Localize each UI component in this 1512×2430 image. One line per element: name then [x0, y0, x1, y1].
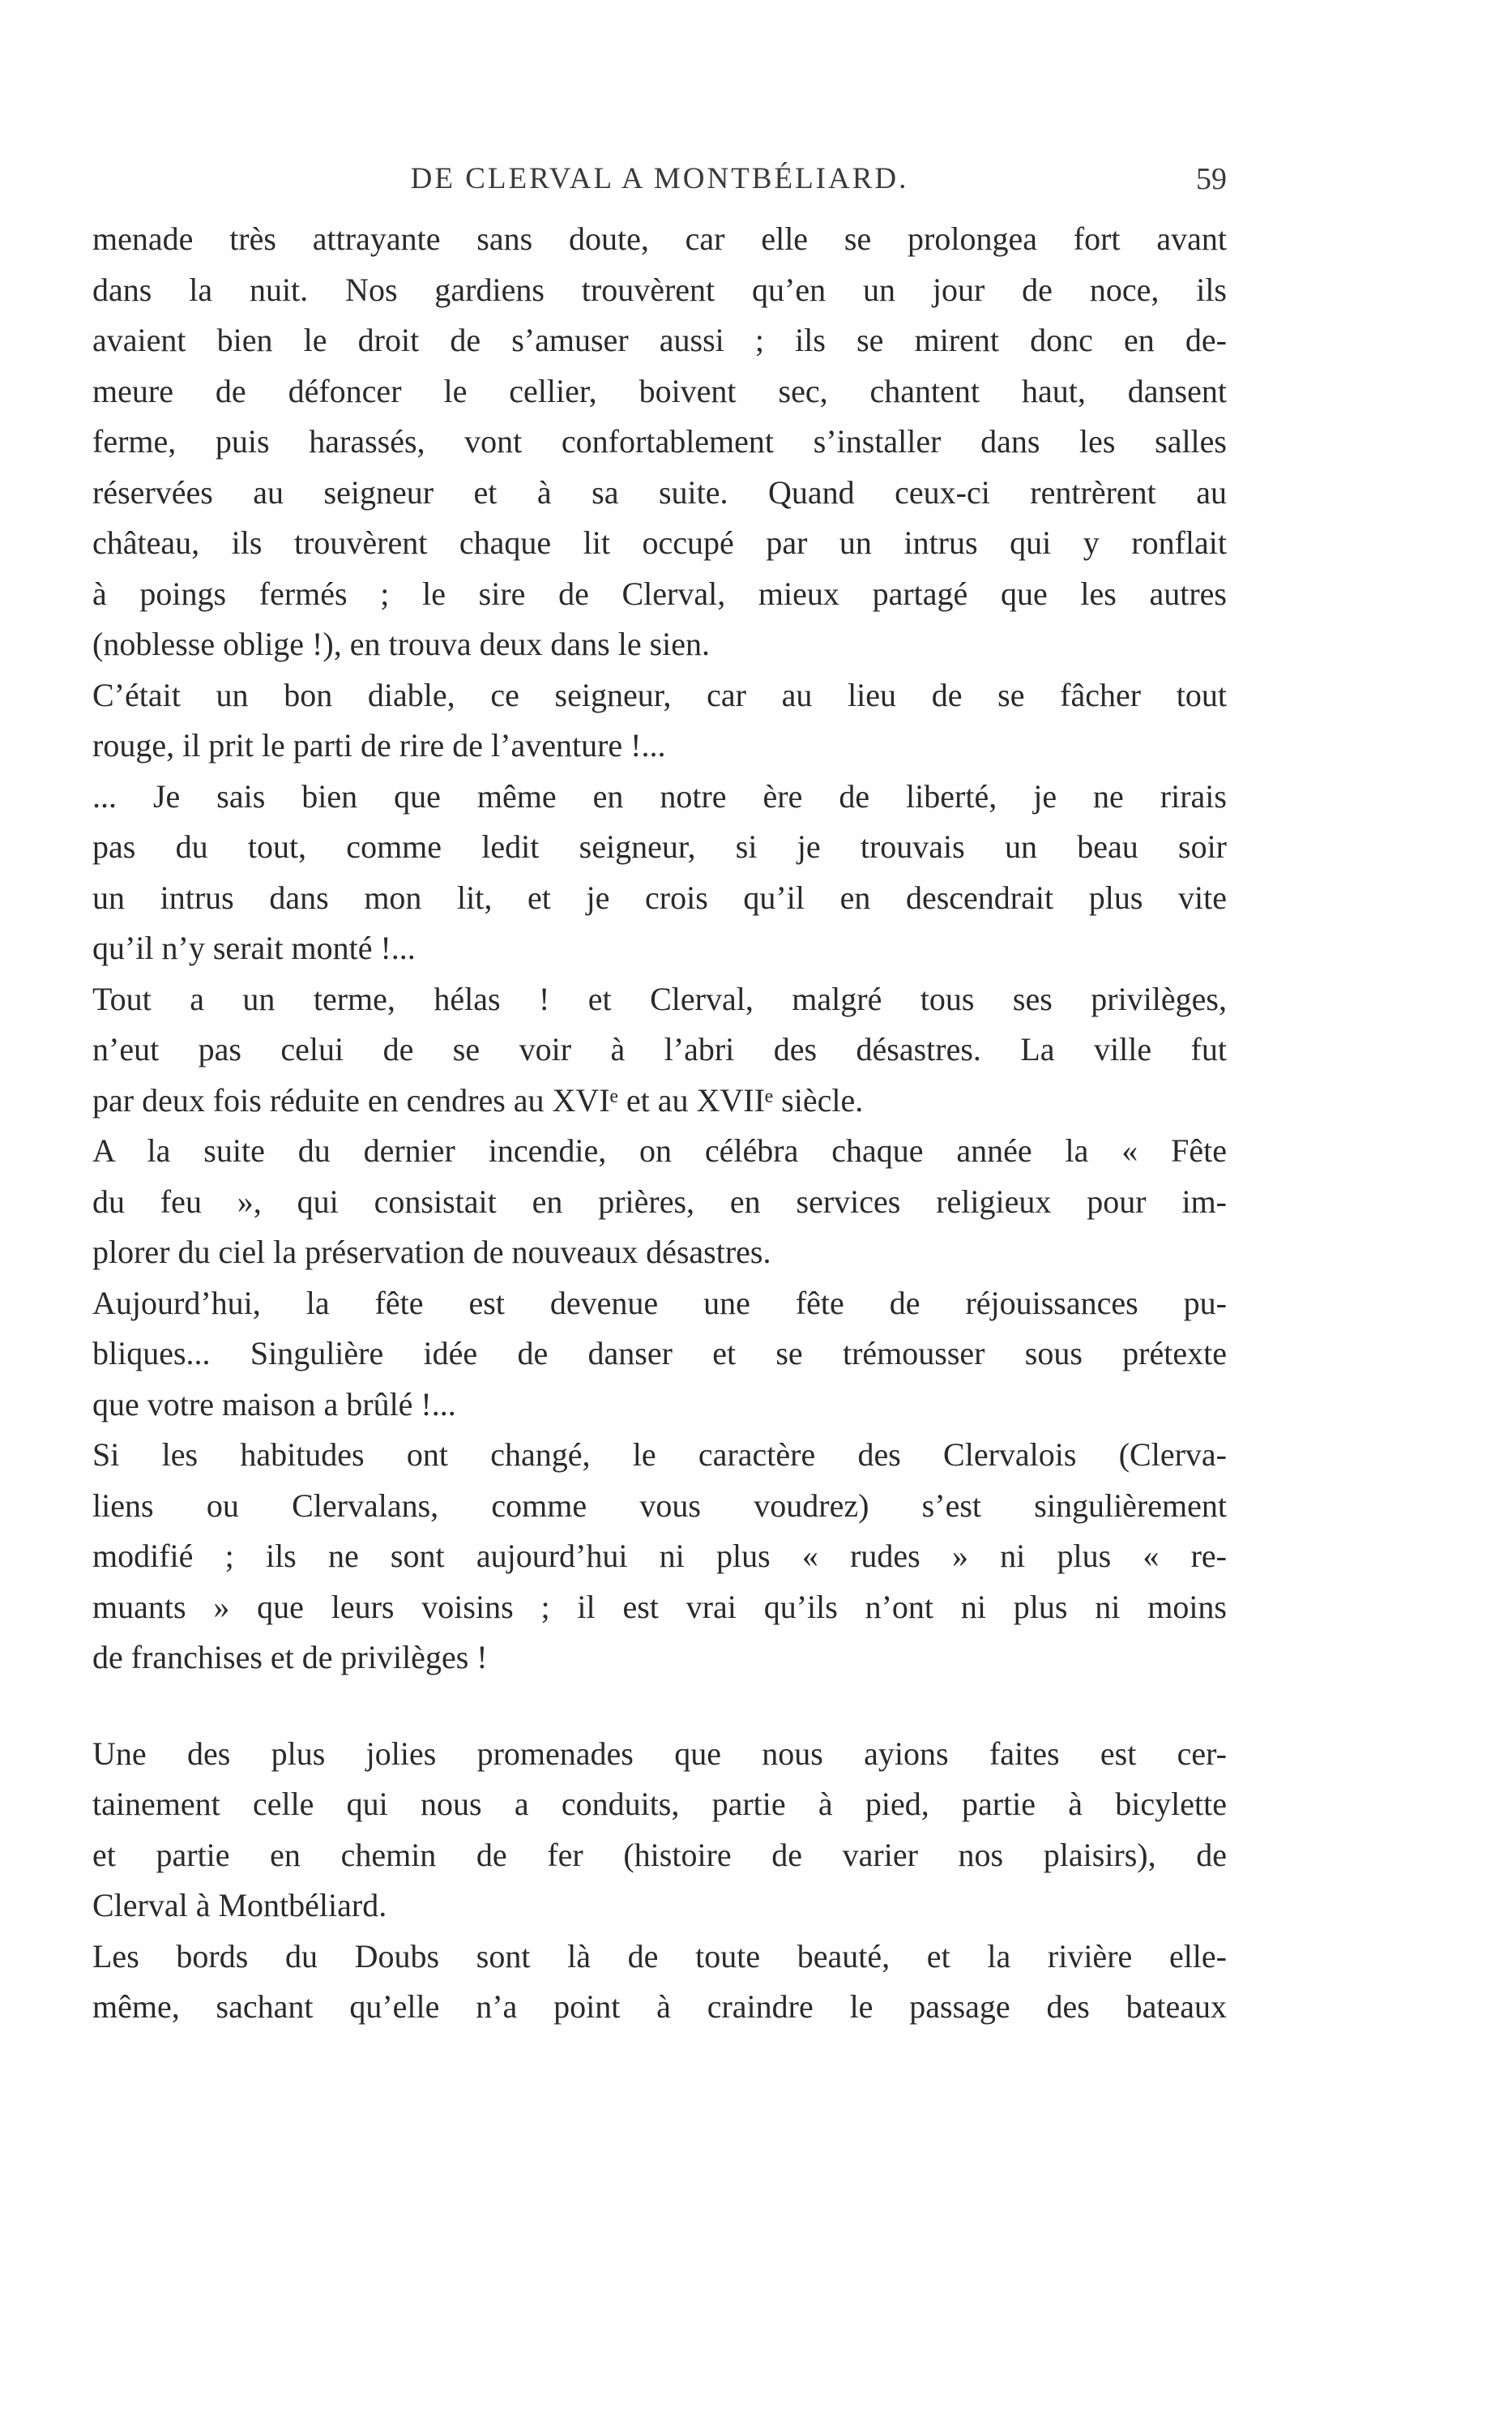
text-line: dans la nuit. Nos gardiens trouvèrent qu’en un jour de noce, ils	[92, 271, 1227, 308]
text-line: pas du tout, comme ledit seigneur, si je trouvais un beau soir	[92, 828, 1227, 865]
text-line: (noblesse oblige !), en trouva deux dans le sien.	[92, 626, 711, 662]
text-line: Clerval à Montbéliard.	[92, 1887, 387, 1923]
text-line: liens ou Clervalans, comme vous voudrez) s’est singulièrement	[92, 1487, 1227, 1524]
text-line: que votre maison a brûlé !...	[92, 1385, 456, 1422]
text-line: modifié ; ils ne sont aujourd’hui ni plus « rudes » ni plus « re-	[92, 1538, 1227, 1574]
text-line: à poings fermés ; le sire de Clerval, mieux partagé que les autres	[92, 575, 1227, 612]
text-line: plorer du ciel la préservation de nouveaux désastres.	[92, 1234, 771, 1270]
running-title: DE CLERVAL A MONTBÉLIARD.	[410, 162, 909, 195]
text-line: C’était un bon diable, ce seigneur, car au lieu de se fâcher tout	[92, 676, 1227, 713]
text-line: de franchises et de privilèges !	[92, 1639, 488, 1675]
text-line: qu’il n’y serait monté !...	[92, 930, 416, 966]
text-line: menade très attrayante sans doute, car elle se prolongea fort avant	[92, 220, 1227, 257]
paragraph	[92, 1932, 1227, 2033]
text-line: bliques... Singulière idée de danser et se trémousser sous prétexte	[92, 1335, 1227, 1371]
body-text	[92, 214, 1227, 2033]
text-line: Les bords du Doubs sont là de toute beauté, et la rivière elle-	[92, 1937, 1227, 1974]
text-line: meure de défoncer le cellier, boivent sec, chantent haut, dansent	[92, 372, 1227, 409]
text-line: A la suite du dernier incendie, on célébra chaque année la « Fête	[92, 1132, 1227, 1169]
text-line: n’eut pas celui de se voir à l’abri des désastres. La ville fut	[92, 1031, 1227, 1067]
text-line: ferme, puis harassés, vont confortablement s’installer dans les salles	[92, 423, 1227, 460]
text-line: tainement celle qui nous a conduits, partie à pied, partie à bicylette	[92, 1786, 1227, 1822]
text-line: muants » que leurs voisins ; il est vrai qu’ils n’ont ni plus ni moins	[92, 1588, 1227, 1625]
text-line: par deux fois réduite en cendres au XVIᵉ et au XVIIᵉ siècle.	[92, 1081, 864, 1119]
text-line: du feu », qui consistait en prières, en services religieux pour im-	[92, 1183, 1227, 1220]
text-line: Une des plus jolies promenades que nous ayions faites est cer-	[92, 1735, 1227, 1772]
section-break	[92, 1683, 1227, 1729]
text-line: un intrus dans mon lit, et je crois qu’il en descendrait plus vite	[92, 879, 1227, 916]
paragraph	[92, 670, 1227, 772]
text-line: rouge, il prit le parti de rire de l’aventure !...	[92, 727, 666, 764]
text-line: Tout a un terme, hélas ! et Clerval, malgré tous ses privilèges,	[92, 980, 1227, 1017]
text-line: même, sachant qu’elle n’a point à craindre le passage des bateaux	[92, 1988, 1227, 2025]
text-line: Aujourd’hui, la fête est devenue une fête de réjouissances pu-	[92, 1284, 1227, 1321]
text-line: Si les habitudes ont changé, le caractère des Clervalois (Clerva-	[92, 1436, 1227, 1473]
paragraph	[92, 1278, 1227, 1431]
paragraph	[92, 214, 1227, 670]
page-number: 59	[1196, 162, 1227, 196]
text-line: et partie en chemin de fer (histoire de varier nos plaisirs), de	[92, 1836, 1227, 1873]
paragraph	[92, 1126, 1227, 1278]
text-line: avaient bien le droit de s’amuser aussi ; ils se mirent donc en de-	[92, 322, 1227, 358]
paragraph	[92, 1729, 1227, 1932]
paragraph	[92, 974, 1227, 1127]
paragraph	[92, 772, 1227, 974]
text-line: réservées au seigneur et à sa suite. Quand ceux-ci rentrèrent au	[92, 473, 1227, 511]
running-head	[92, 159, 1227, 199]
paragraph	[92, 1430, 1227, 1683]
text-line: ... Je sais bien que même en notre ère de liberté, je ne rirais	[92, 777, 1227, 815]
text-line: château, ils trouvèrent chaque lit occupé par un intrus qui y ronflait	[92, 524, 1227, 561]
